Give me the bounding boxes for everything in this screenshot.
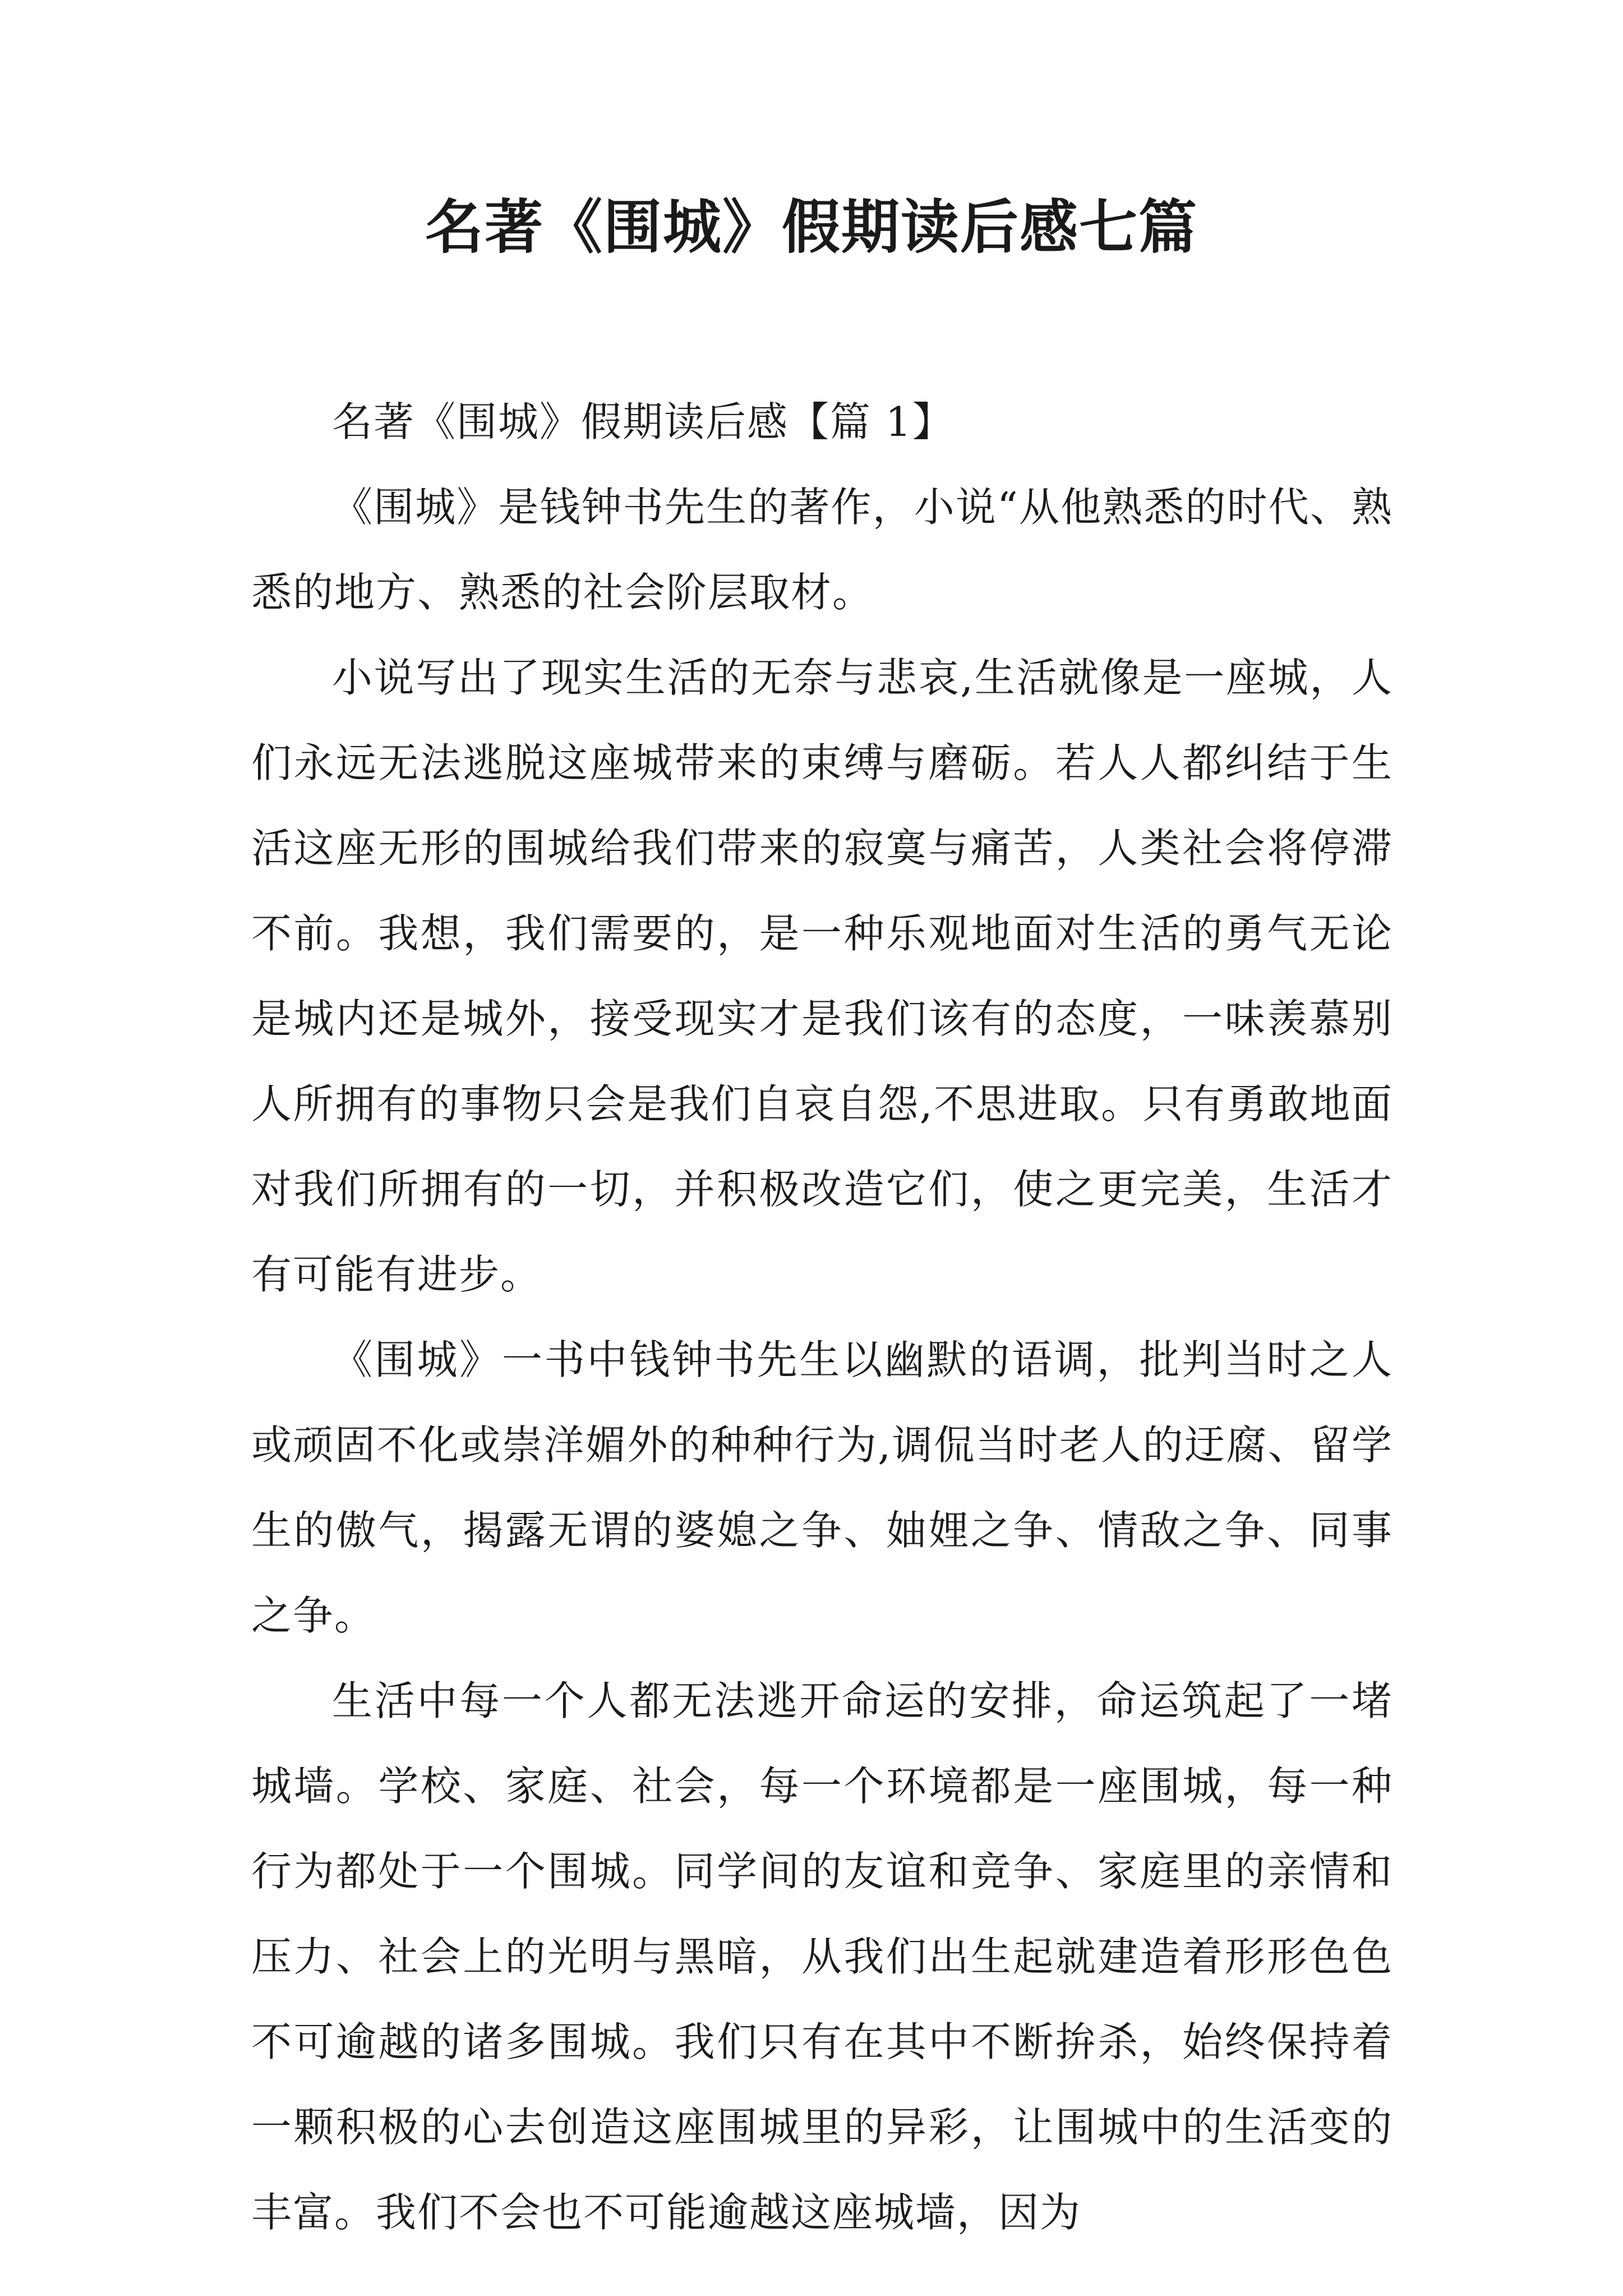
paragraph-3: 《围城》一书中钱钟书先生以幽默的语调，批判当时之人或顽固不化或崇洋媚外的种种行为,调侃当时老人的迂腐、留学生的傲气，揭露无谓的婆媳之争、妯娌之争、情敌之争、同事之争。 [251,1336,1393,1639]
section-heading: 名著《围城》假期读后感【篇 1】 [332,398,954,445]
document-body [251,379,1393,2255]
document-title: 名著《围城》假期读后感七篇 [425,192,1198,261]
paragraph-4: 生活中每一个人都无法逃开命运的安排，命运筑起了一堵城墙。学校、家庭、社会，每一个环境都是一座围城，每一种行为都处于一个围城。同学间的友谊和竞争、家庭里的亲情和压力、社会上的光明与黑暗，从我们出生起就建造着形形色色不可逾越的诸多围城。我们只有在其中不断拚杀，始终保持着一颗积极的心去创造这座围城里的异彩，让围城中的生活变的丰富。我们不会也不可能逾越这座城墙，因为 [251,1677,1393,2236]
paragraph-2: 小说写出了现实生活的无奈与悲哀,生活就像是一座城，人们永远无法逃脱这座城带来的束缚与磨砺。若人人都纠结于生活这座无形的围城给我们带来的寂寞与痛苦，人类社会将停滞不前。我想，我们需要的，是一种乐观地面对生活的勇气无论是城内还是城外，接受现实才是我们该有的态度，一味羡慕别人所拥有的事物只会是我们自哀自怨,不思进取。只有勇敢地面对我们所拥有的一切，并积极改造它们，使之更完美，生活才有可能有进步。 [251,654,1393,1298]
paragraph-1: 《围城》是钱钟书先生的著作，小说“从他熟悉的时代、熟悉的地方、熟悉的社会阶层取材。 [251,484,1393,616]
